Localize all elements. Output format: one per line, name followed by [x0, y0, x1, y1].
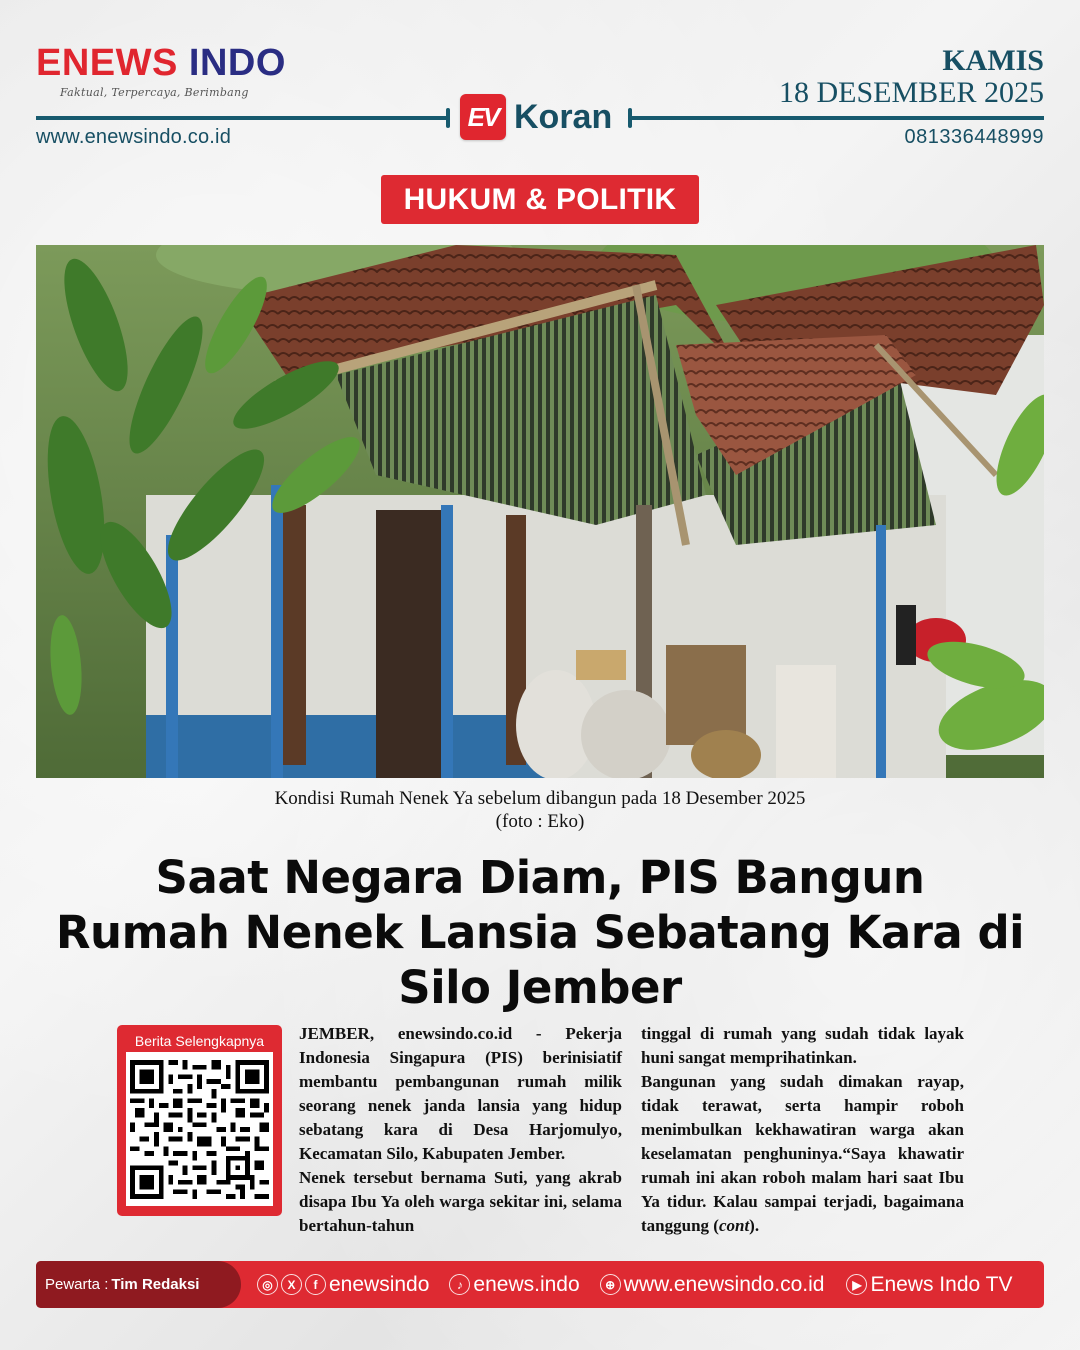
- ev-logo-icon: EV: [460, 94, 506, 140]
- tiktok-link[interactable]: [449, 1273, 579, 1297]
- date: 18 DESEMBER 2025: [778, 76, 1044, 109]
- x-icon[interactable]: X: [281, 1274, 302, 1295]
- brand-name-part2: INDO: [188, 42, 286, 84]
- youtube-icon[interactable]: ▶: [846, 1274, 867, 1295]
- house-photo-illustration: [36, 245, 1044, 778]
- social-handle[interactable]: enewsindo: [329, 1272, 430, 1296]
- divider-cap-left: [446, 108, 450, 128]
- facebook-icon[interactable]: f: [305, 1274, 326, 1295]
- header-website-link[interactable]: www.enewsindo.co.id: [36, 126, 232, 148]
- youtube-channel[interactable]: Enews Indo TV: [870, 1272, 1013, 1296]
- article-text: Bangunan yang sudah dimakan rayap, tidak terawat, serta hampir roboh menimbulkan kekhawatiran warga akan keselamatan penghuninya.“Saya khawatir rumah ini akan roboh malam hari saat Ibu Ya tidur. Kalau sampai terjadi, bagaimana tanggung (: [641, 1072, 964, 1235]
- footer-bar: [36, 1261, 1044, 1308]
- headline-line-2: Rumah Nenek Lansia Sebatang Kara di: [55, 906, 1025, 959]
- headline-line-1: Saat Negara Diam, PIS Bangun: [155, 851, 925, 904]
- article-paragraph: [641, 1070, 964, 1238]
- article-photo: [36, 245, 1044, 778]
- edition-badge: [460, 94, 612, 140]
- headline-line-3: Silo Jember: [398, 961, 682, 1014]
- reporter-name: Tim Redaksi: [111, 1276, 200, 1293]
- divider-cap-right: [628, 108, 632, 128]
- header-divider-right: [630, 116, 1044, 120]
- category-badge: HUKUM & POLITIK: [381, 175, 699, 224]
- globe-icon[interactable]: ⊕: [600, 1274, 621, 1295]
- instagram-icon[interactable]: ◎: [257, 1274, 278, 1295]
- reporter-label: Pewarta :: [45, 1276, 109, 1293]
- reporter-credit: [36, 1261, 241, 1308]
- edition-label: Koran: [514, 97, 613, 136]
- article-paragraph: Nenek tersebut bernama Suti, yang akrab disapa Ibu Ya oleh warga sekitar ini, selama bertahun-tahun: [299, 1168, 622, 1235]
- brand-name: [36, 44, 286, 82]
- tiktok-icon[interactable]: ♪: [449, 1274, 470, 1295]
- photo-caption: [0, 788, 1080, 834]
- article-text-end: ).: [749, 1216, 760, 1235]
- brand-name-part1: ENEWS: [36, 42, 178, 84]
- header-divider-left: [36, 116, 450, 120]
- qr-code-graphic: [130, 1060, 269, 1199]
- brand-tagline: Faktual, Terpercaya, Berimbang: [60, 86, 249, 99]
- tiktok-handle[interactable]: enews.indo: [473, 1272, 580, 1296]
- article-headline: [40, 850, 1040, 1015]
- caption-text: Kondisi Rumah Nenek Ya sebelum dibangun pada 18 Desember 2025: [274, 788, 806, 809]
- article-paragraph: JEMBER, enewsindo.co.id - Pekerja Indonesia Singapura (PIS) berinisiatif membantu pembangunan rumah milik seorang nenek janda lansia yang hidup sebatang kara di Desa Harjomulyo, Kecamatan Silo, Kabupaten Jember.: [299, 1024, 622, 1163]
- article-column-1: [299, 1022, 622, 1238]
- continued-marker: cont: [718, 1216, 750, 1235]
- youtube-link[interactable]: [846, 1273, 1012, 1297]
- article-column-2: [641, 1022, 964, 1238]
- website-link[interactable]: [600, 1273, 825, 1297]
- qr-title: Berita Selengkapnya: [134, 1033, 265, 1049]
- brand-logo: [36, 44, 286, 99]
- social-handles[interactable]: [257, 1273, 429, 1297]
- website-url[interactable]: www.enewsindo.co.id: [623, 1272, 825, 1296]
- qr-code-icon[interactable]: [126, 1052, 273, 1206]
- day-of-week: KAMIS: [942, 44, 1044, 77]
- header-phone: 081336448999: [904, 126, 1044, 148]
- qr-card[interactable]: [117, 1025, 282, 1216]
- article-paragraph: tinggal di rumah yang sudah tidak layak huni sangat memprihatinkan.: [641, 1024, 964, 1067]
- publication-date: [779, 46, 1044, 108]
- photo-credit: (foto : Eko): [495, 810, 585, 832]
